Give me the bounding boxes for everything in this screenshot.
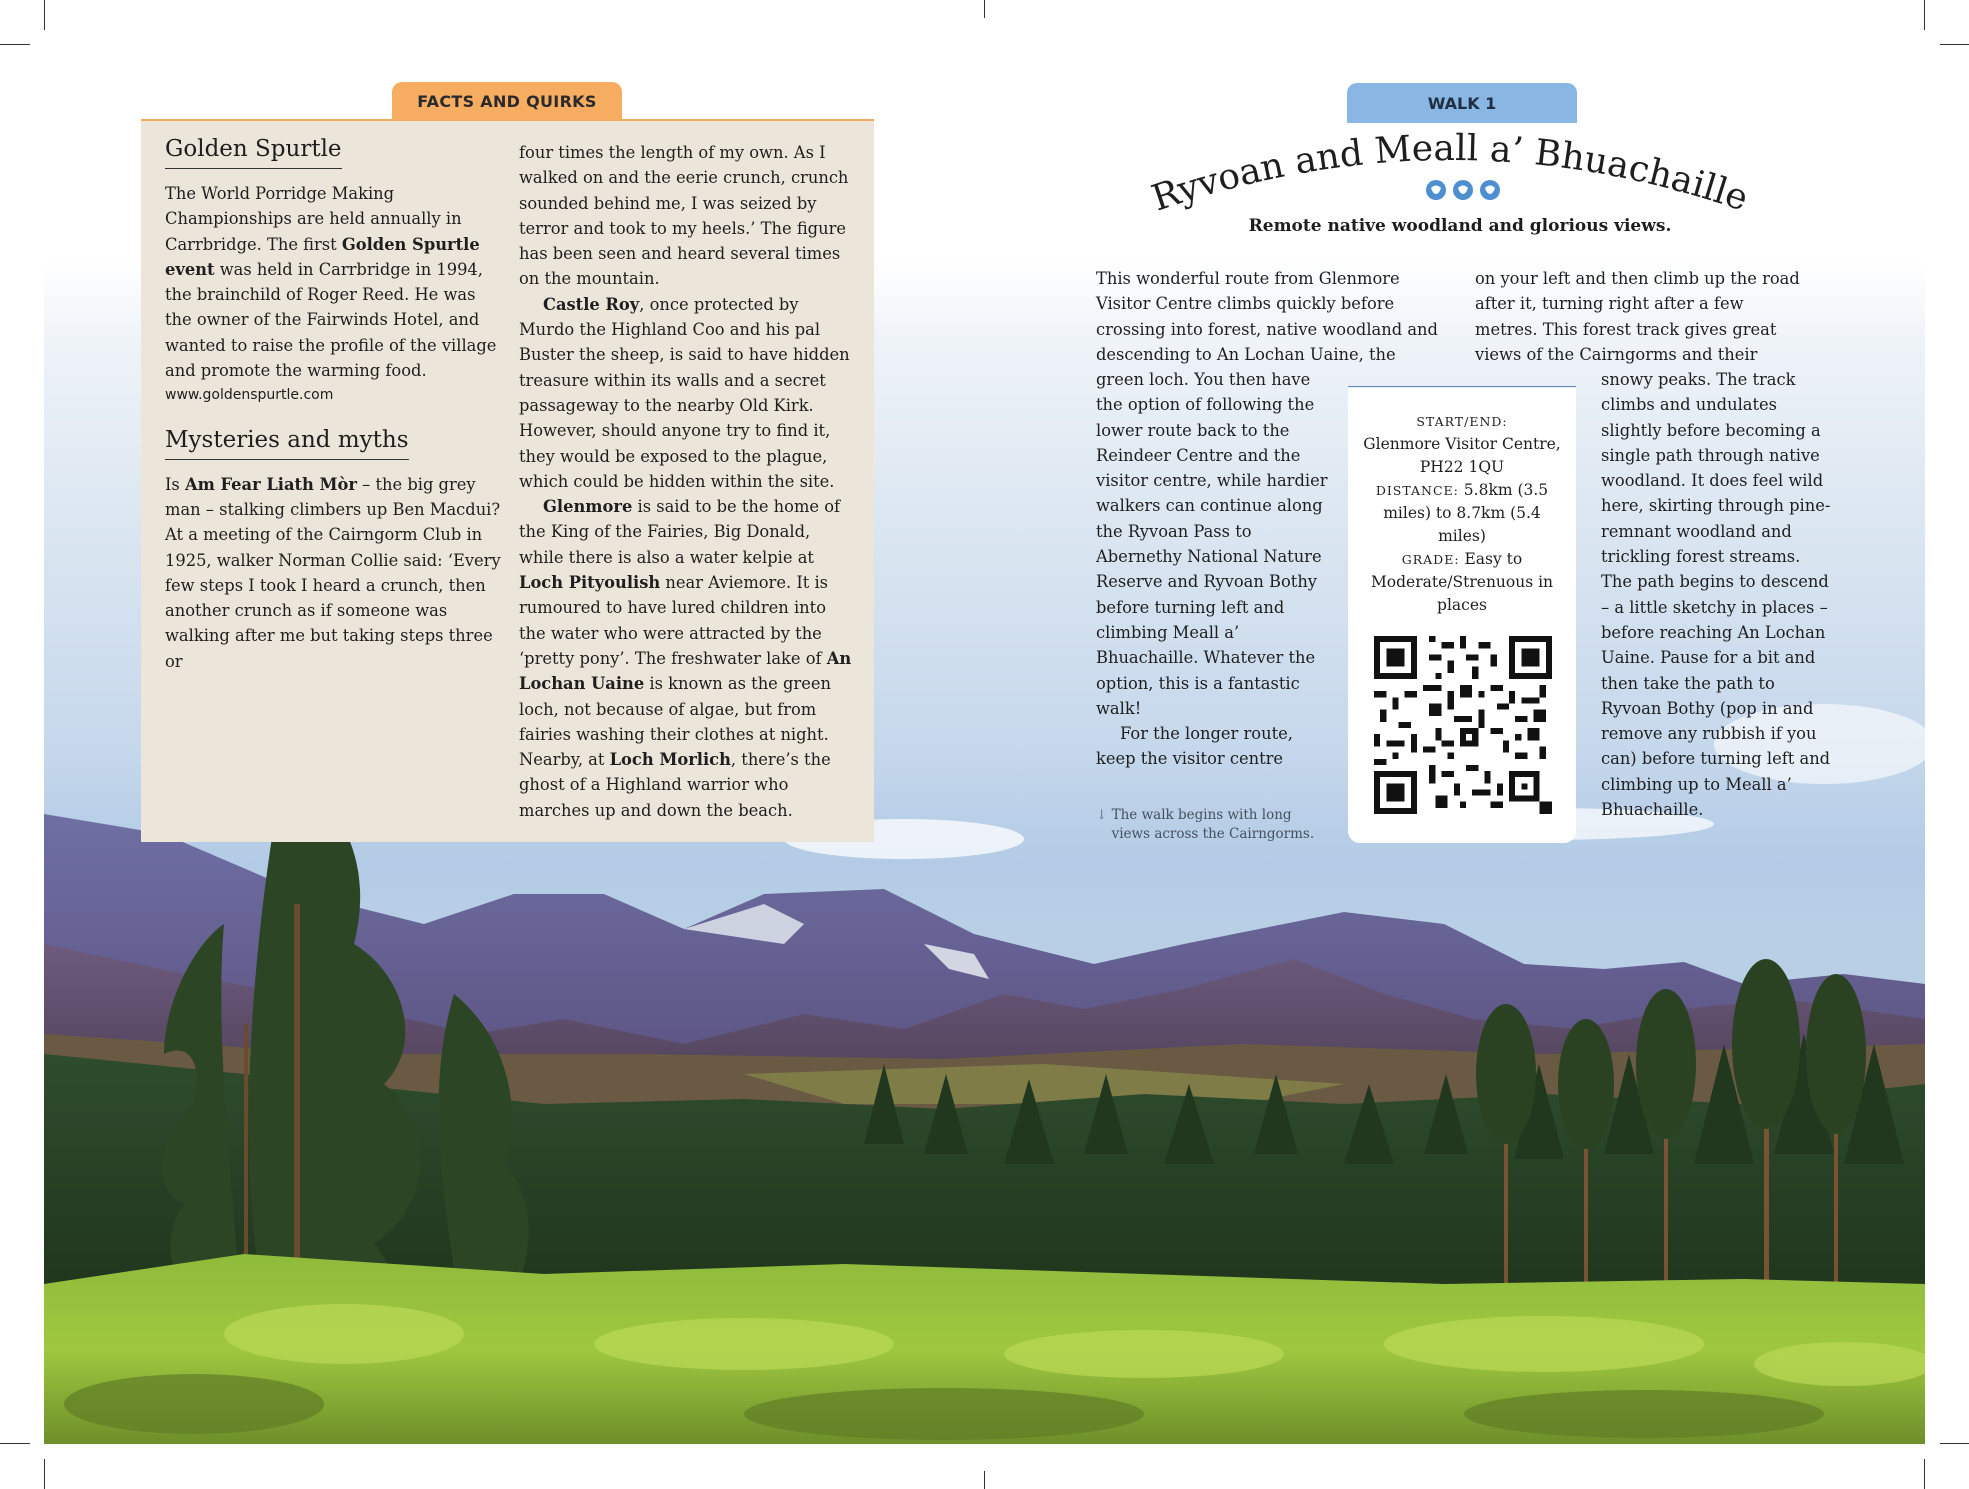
paragraph: snowy peaks. The track climbs and undulates slightly before becoming a single path through native woodland. It does feel wild here, skirting through pine-remnant woodland and trickling forest streams. The path begins to descend – a little sketchy in places – before reaching An Lochan Uaine. Pause for a bit and then take the path to Ryvoan Bothy (pop in and remove any rubbish if you can) before turning left and climbing up to Meall a’ Bhuachaille. (1601, 370, 1831, 820)
qr-code[interactable] (1374, 636, 1552, 814)
grade-icons (1425, 179, 1501, 201)
crop-mark (984, 1471, 985, 1489)
paragraph: The World Porridge Making Championships are held annually in Carrbridge. The first Golden Spurtle event was held in Carrbridge in 1994, the brainchild of Roger Reed. He was the owner of the Fairwinds Hotel, and wanted to raise the profile of the village and promote the warming food. (165, 184, 497, 381)
crop-mark (984, 0, 985, 18)
heading-mysteries: Mysteries and myths (165, 425, 409, 460)
distance-label: DISTANCE: (1375, 483, 1459, 498)
walk-column-right-top (1475, 266, 1805, 367)
crop-mark (44, 0, 45, 30)
paragraph: For the longer route, keep the visitor centre (1096, 724, 1293, 769)
paragraph: Glenmore is said to be the home of the King of the Fairies, Big Donald, while there is also a water kelpie at Loch Pityoulish near Aviemore. It is rumoured to have lured children into the water who were attracted by the ‘pretty pony’. The freshwater lake of An Lochan Uaine is known as the green loch, not because of algae, but from fairies washing their clothes at night. Nearby, at Loch Morlich, there’s the ghost of a Highland warrior who marches up and down the beach. (519, 497, 852, 820)
walk-column-left (1096, 367, 1328, 772)
boot-icon (1426, 180, 1446, 200)
boot-icon (1453, 180, 1473, 200)
facts-column-left (165, 134, 505, 674)
grade-value: Easy to Moderate/Strenuous in places (1370, 550, 1554, 614)
walk-title-text: Ryvoan and Meall a’ Bhuachaille (1146, 127, 1754, 220)
facts-column-right (519, 140, 854, 823)
facts-tab: FACTS AND QUIRKS (392, 82, 622, 120)
walk-subtitle: Remote native woodland and glorious views. (1248, 216, 1672, 236)
info-box-rule (1348, 386, 1576, 387)
distance-value: 5.8km (3.5 miles) to 8.7km (5.4 miles) (1383, 481, 1549, 545)
walk-column-right (1601, 367, 1831, 822)
grade-label: GRADE: (1401, 552, 1460, 567)
crop-mark (1940, 1443, 1969, 1444)
crop-mark (1924, 1459, 1925, 1489)
paragraph: green loch. You then have the option of following the lower route back to the Reindeer Centre and the visitor centre, while hardier walkers can continue along the Ryvoan Pass to Abernethy National Nature Reserve and Ryvoan Bothy before turning left and climbing Meall a’ Bhuachaille. Whatever the option, this is a fantastic walk! (1096, 370, 1328, 718)
crop-mark (44, 1459, 45, 1489)
crop-mark (0, 44, 30, 45)
paragraph: four times the length of my own. As I walked on and the eerie crunch, crunch sounded behind me, I was seized by terror and took to my heels.’ The figure has been seen and heard several times on the mountain. (519, 143, 849, 289)
svg-text:Ryvoan and Meall a’ Bhuachaill (1147, 128, 1753, 220)
walk-tab: WALK 1 (1347, 83, 1577, 123)
website-link[interactable]: www.goldenspurtle.com (165, 387, 334, 404)
heading-golden-spurtle: Golden Spurtle (165, 134, 342, 169)
walk-title (1100, 110, 1800, 230)
paragraph: This wonderful route from Glenmore Visitor Centre climbs quickly before crossing into forest, native woodland and descending to An Lochan Uaine, the (1096, 269, 1438, 364)
photo-caption: ↓ The walk begins with long views across the Cairngorms. (1096, 807, 1315, 842)
paragraph: Castle Roy, once protected by Murdo the Highland Coo and his pal Buster the sheep, is said to have hidden treasure within its walls and a secret passageway to the nearby Old Kirk. However, should anyone try to find it, they would be exposed to the plague, which could be hidden within the site. (519, 294, 850, 491)
start-value: Glenmore Visitor Centre, PH22 1QU (1363, 435, 1561, 476)
start-label: START/END: (1416, 414, 1508, 429)
crop-mark (0, 1443, 30, 1444)
walk-column-left-top (1096, 266, 1446, 367)
crop-mark (1924, 0, 1925, 30)
crop-mark (1940, 44, 1969, 45)
paragraph: on your left and then climb up the road after it, turning right after a few metres. This forest track gives great views of the Cairngorms and their (1475, 269, 1800, 364)
arrow-down-icon: ↓ (1096, 807, 1108, 823)
paragraph: Is Am Fear Liath Mòr – the big grey man – stalking climbers up Ben Macdui? At a meeting of the Cairngorm Club in 1925, walker Norman Collie said: ‘Every few steps I took I heard a crunch, then another crunch as if someone was walking after me but taking steps three or (165, 474, 501, 671)
boot-icon (1480, 180, 1500, 200)
